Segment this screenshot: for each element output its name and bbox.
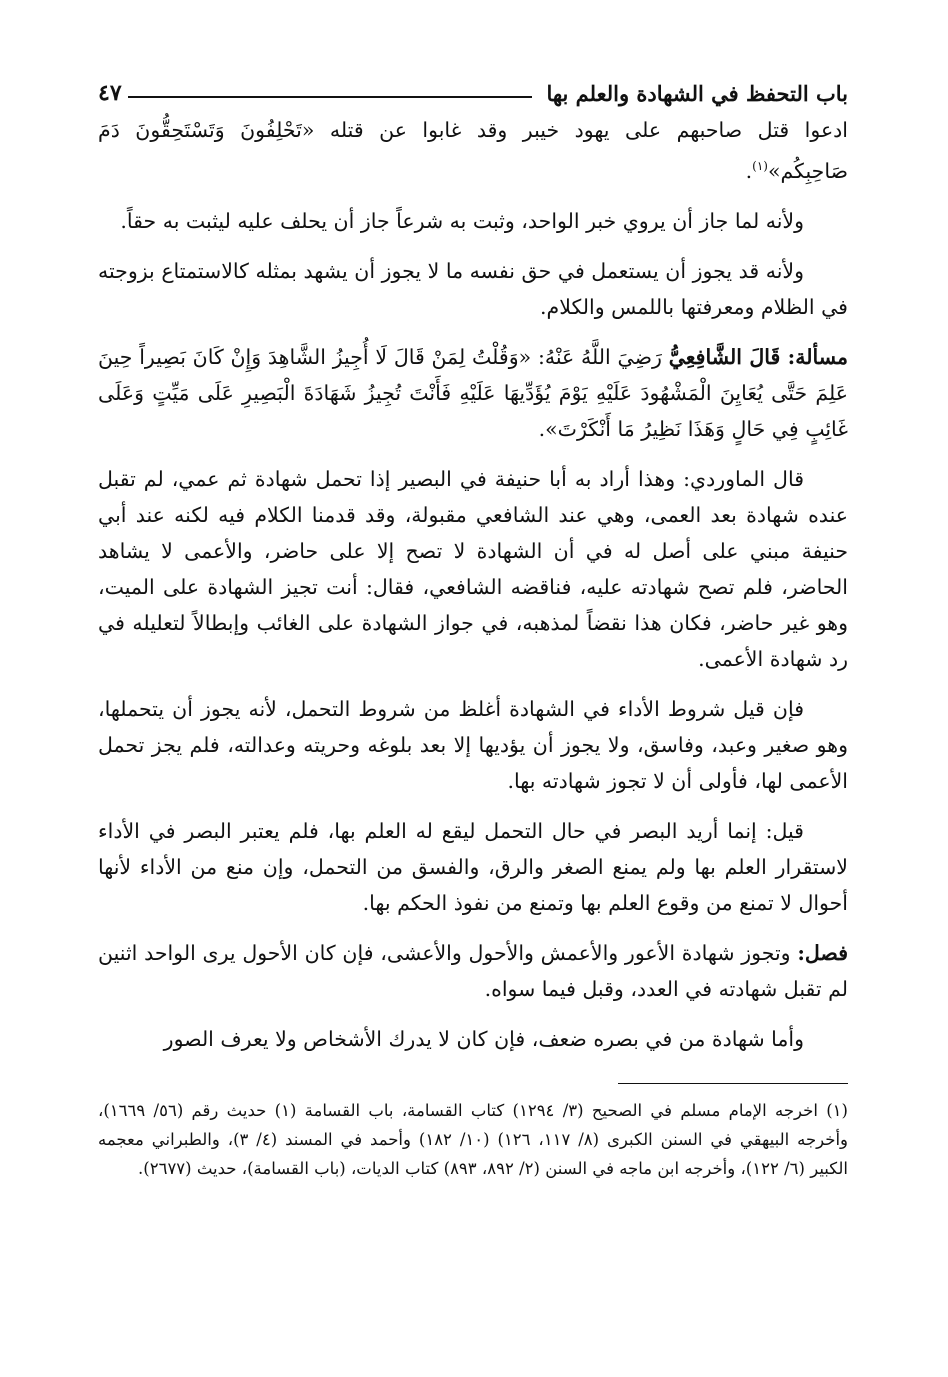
footnote-divider (618, 1083, 848, 1084)
main-text (98, 112, 848, 1057)
fasl-text: وتجوز شهادة الأعور والأعمش والأحول والأعشى، فإن كان الأحول يرى الواحد اثنين لم تقبل شهادته في العدد، وقبل فيما سواه. (98, 940, 848, 1001)
paragraph-fasl (98, 935, 848, 1007)
fasl-label: فصل: (797, 940, 848, 965)
footnote (98, 1096, 848, 1183)
running-header (98, 70, 848, 106)
footnote-text: اخرجه الإمام مسلم في الصحيح (٣/ ١٢٩٤) كتاب القسامة، باب القسامة (١) حديث رقم (٥٦/ ١٦٦٩)، وأخرجه البيهقي في السنن الكبرى (٨/ ١١٧، ١٢٦) (١٠/ ١٨٢) وأحمد في المسند (٤/ ٣)، والطبراني معجمه الكبير (٦/ ١٢٢)، وأخرجه ابن ماجه في السنن (٢/ ٨٩٢، ٨٩٣) كتاب الديات، (باب القسامة)، حديث (٢٦٧٧). (98, 1100, 849, 1178)
paragraph-3: ولأنه قد يجوز أن يستعمل في حق نفسه ما لا يجوز أن يشهد بمثله كالاستمتاع بزوجته في الظلام ومعرفتها باللمس والكلام. (98, 258, 848, 319)
period: . (745, 158, 753, 183)
footnote-marker: (١) (826, 1100, 848, 1120)
paragraph-objection: فإن قيل شروط الأداء في الشهادة أغلظ من شروط التحمل، لأنه يجوز أن يتحملها، وهو صغير وعبد، وفاسق، ولا يجوز أن يؤديها إلا بعد بلوغه وحريته وعدالته، فلم يجز تحمل الأعمى لها، فأولى أن لا تجوز شهادته بها. (98, 696, 848, 793)
paragraph-masala (98, 339, 848, 447)
masala-label: مسألة: قَالَ الشَّافِعِيُّ (668, 344, 848, 369)
page-number: ٤٧ (98, 80, 122, 106)
book-page (98, 70, 848, 1360)
paragraph-last: وأما شهادة من في بصره ضعف، فإن كان لا يدرك الأشخاص ولا يعرف الصور (163, 1026, 804, 1051)
chapter-title: باب التحفظ في الشهادة والعلم بها (546, 81, 848, 106)
masala-text: رَضِيَ اللَّهُ عَنْهُ: «وَقُلْتُ لِمَنْ قَالَ لَا أُجِيزُ الشَّاهِدَ وَإِنْ كَانَ بَصِيراً حِينَ عَلِمَ حَتَّى يُعَايِنَ الْمَشْهُودَ عَلَيْهِ يَوْمَ يُؤَدِّيهَا عَلَيْهِ فَأَنْتَ تُجِيزُ شَهَادَةَ الْبَصِيرِ عَلَى مَيِّتٍ وَعَلَى غَائِبٍ فِي حَالٍ وَهَذَا نَظِيرُ مَا أَنْكَرْتَ». (98, 344, 848, 441)
footnote-ref: (١) (752, 159, 768, 173)
paragraph-reply: قيل: إنما أريد البصر في حال التحمل ليقع له العلم بها، فلم يعتبر البصر في الأداء لاستقرار العلم بها ولم يمنع الصغر والرق، والفسق من التحمل، وإن منع من الأداء لأنها أحوال لا تمنع من وقوع العلم بها وتمنع من نفوذ الحكم بها. (98, 818, 848, 915)
paragraph-1-text: ادعوا قتل صاحبهم على يهود خيبر وقد غابوا عن قتله «تَحْلِفُونَ وَتَسْتَحِقُّونَ دَمَ صَاحِبِكُم» (98, 118, 848, 183)
paragraph-1 (98, 112, 848, 189)
paragraph-mawardi: قال الماوردي: وهذا أراد به أبا حنيفة في البصير إذا تحمل شهادة ثم عمي، لم تقبل عنده شهادة بعد العمى، وهي عند الشافعي مقبولة، وقد قدمنا الكلام فيه لكنه عند أبي حنيفة مبني على أصل له في أن الشهادة لا تصح إلا على حاضر، والأعمى لا يشاهد الحاضر، فلم تصح شهادته عليه، فناقضه الشافعي، فقال: أنت تجيز الشهادة على الميت، وهو غير حاضر، فكان هذا نقضاً لمذهبه، في جواز الشهادة على الغائب وإبطالاً لتعليله في رد شهادة الأعمى. (98, 466, 848, 671)
paragraph-2: ولأنه لما جاز أن يروي خبر الواحد، وثبت به شرعاً جاز أن يحلف عليه ليثبت به حقاً. (120, 208, 804, 233)
header-rule (128, 96, 533, 98)
